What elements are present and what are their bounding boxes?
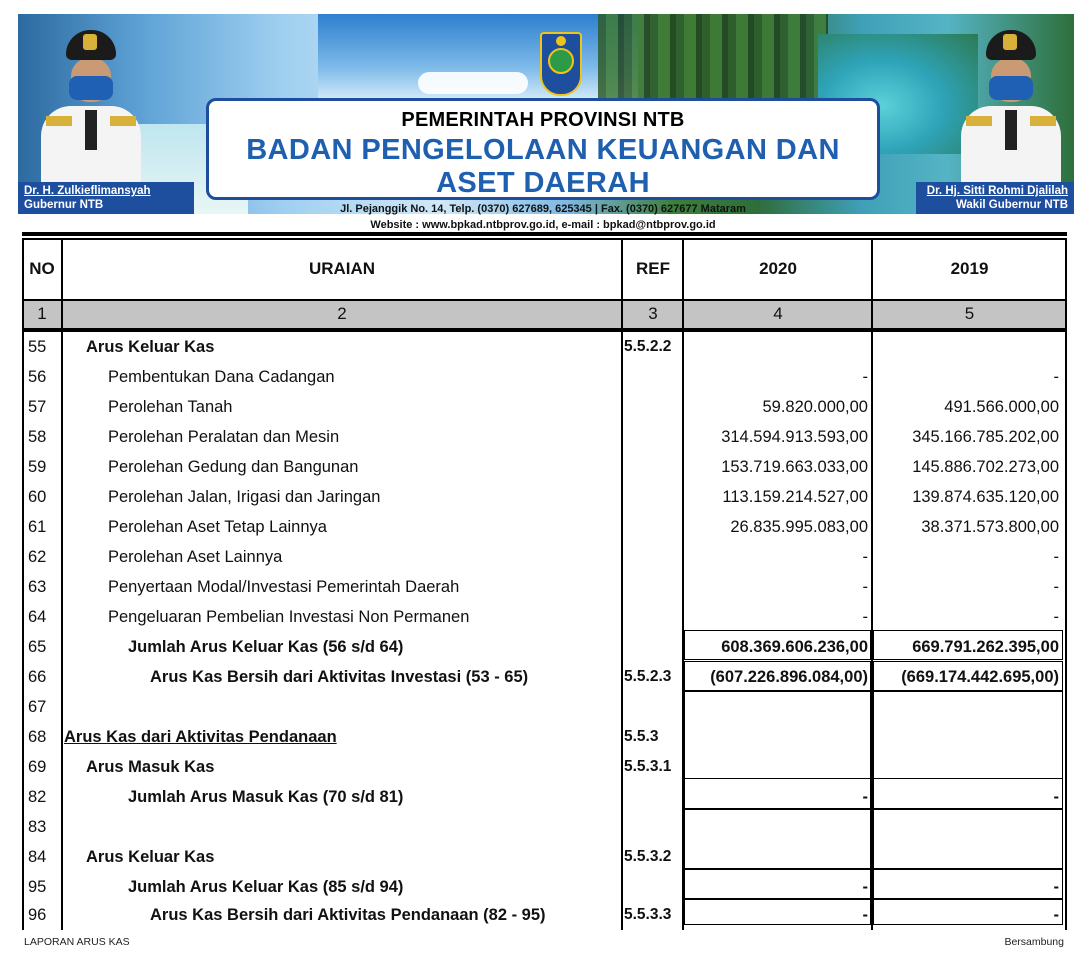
governor-title: Gubernur NTB: [24, 199, 104, 211]
row-number: 57: [28, 398, 47, 416]
row-number: 64: [28, 608, 47, 626]
value-2019: 669.791.262.395,00: [912, 638, 1059, 656]
table-row: [22, 692, 1067, 722]
row-description: Perolehan Tanah: [108, 398, 233, 416]
table-row: [22, 482, 1067, 512]
row-description: Jumlah Arus Keluar Kas (56 s/d 64): [128, 638, 404, 656]
row-ref: 5.5.3: [624, 728, 659, 745]
value-2019: 345.166.785.202,00: [912, 428, 1059, 446]
governor-photo: [36, 24, 136, 194]
value-2019: -: [1053, 878, 1059, 896]
agency-address: Jl. Pejanggik No. 14, Telp. (0370) 627689, 625345 | Fax. (0370) 627677 Mataram: [340, 203, 746, 215]
value-2019: -: [1053, 608, 1059, 626]
table-row: [22, 572, 1067, 602]
value-2020: (607.226.896.084,00): [710, 668, 868, 686]
row-number: 63: [28, 578, 47, 596]
agency-title-plate: [206, 98, 880, 231]
colnum-no: 1: [37, 304, 47, 323]
table-row: [22, 872, 1067, 902]
table-row: [22, 362, 1067, 392]
row-description: Perolehan Aset Tetap Lainnya: [108, 518, 327, 536]
value-2020: -: [862, 368, 868, 386]
colnum-uraian: 2: [337, 304, 347, 323]
header-year-2019: 2019: [950, 259, 989, 278]
vice-governor-title: Wakil Gubernur NTB: [955, 199, 1068, 211]
cloud-image: [418, 72, 528, 94]
row-description: Jumlah Arus Masuk Kas (70 s/d 81): [128, 788, 404, 806]
value-2019: 38.371.573.800,00: [921, 518, 1059, 536]
rule: [22, 238, 1067, 240]
row-number: 82: [28, 788, 47, 806]
header-no: NO: [29, 259, 55, 278]
table-row: [22, 900, 1067, 930]
table-row: [22, 722, 1067, 752]
row-number: 95: [28, 878, 47, 896]
row-number: 65: [28, 638, 47, 656]
continued-footer: Bersambung: [1004, 936, 1064, 948]
row-number: 62: [28, 548, 47, 566]
rule: [22, 299, 1067, 301]
government-line: PEMERINTAH PROVINSI NTB: [401, 109, 685, 131]
value-2020: -: [862, 788, 868, 806]
row-number: 66: [28, 668, 47, 686]
value-2019: -: [1053, 368, 1059, 386]
colnum-ref: 3: [648, 304, 658, 323]
row-number: 83: [28, 818, 47, 836]
table-row: [22, 752, 1067, 782]
value-2019: -: [1053, 788, 1059, 806]
row-description: Perolehan Aset Lainnya: [108, 548, 283, 566]
row-description: Pembentukan Dana Cadangan: [108, 368, 335, 386]
value-2020: -: [862, 578, 868, 596]
row-description: Arus Kas Bersih dari Aktivitas Investasi (53 - 65): [150, 668, 529, 686]
row-number: 69: [28, 758, 47, 776]
province-emblem-icon: [540, 32, 582, 96]
table-header-row: [22, 238, 1067, 300]
value-2019: 491.566.000,00: [944, 398, 1059, 416]
value-2019: (669.174.442.695,00): [901, 668, 1059, 686]
value-2019: 145.886.702.273,00: [912, 458, 1059, 476]
table-row: [22, 812, 1067, 842]
value-2020: 153.719.663.033,00: [721, 458, 868, 476]
value-2020: -: [862, 608, 868, 626]
value-2020: 26.835.995.083,00: [730, 518, 868, 536]
row-ref: 5.5.3.3: [624, 906, 672, 923]
row-ref: 5.5.2.2: [624, 338, 672, 355]
column-number-row: [22, 300, 1067, 328]
header-ref: REF: [636, 259, 670, 278]
row-description: Jumlah Arus Keluar Kas (85 s/d 94): [128, 878, 404, 896]
colnum-2019: 5: [964, 304, 975, 323]
table-row: [22, 452, 1067, 482]
value-2020: 314.594.913.593,00: [721, 428, 868, 446]
vice-governor-photo: [956, 24, 1056, 194]
value-2020: 59.820.000,00: [762, 398, 868, 416]
row-number: 84: [28, 848, 47, 866]
agency-name: BADAN PENGELOLAAN KEUANGAN DAN ASET DAERAH: [246, 134, 840, 199]
row-number: 58: [28, 428, 47, 446]
table-row: [22, 602, 1067, 632]
value-2020: 113.159.214.527,00: [722, 488, 868, 506]
row-ref: 5.5.3.1: [624, 758, 672, 775]
value-2019: 139.874.635.120,00: [912, 488, 1059, 506]
row-ref: 5.5.3.2: [624, 848, 672, 865]
table-row: [22, 842, 1067, 872]
value-2019: -: [1053, 548, 1059, 566]
table-row: [22, 662, 1067, 692]
value-2020: -: [862, 548, 868, 566]
table-row: [22, 512, 1067, 542]
row-number: 68: [28, 728, 47, 746]
value-2019: -: [1053, 578, 1059, 596]
report-name-footer: LAPORAN ARUS KAS: [24, 936, 130, 948]
vice-governor-caption: [916, 182, 1074, 214]
colnum-2020: 4: [773, 304, 783, 323]
vice-governor-name: Dr. Hj. Sitti Rohmi Djalilah: [926, 185, 1068, 197]
row-number: 56: [28, 368, 47, 386]
table-row: [22, 632, 1067, 662]
value-2020: -: [862, 878, 868, 896]
governor-name: Dr. H. Zulkieflimansyah: [24, 185, 151, 197]
row-number: 67: [28, 698, 47, 716]
row-description: Perolehan Gedung dan Bangunan: [108, 458, 359, 476]
table-row: [22, 422, 1067, 452]
cash-flow-table: [22, 232, 1067, 932]
section-heading: Arus Kas dari Aktivitas Pendanaan: [64, 728, 337, 746]
row-number: 59: [28, 458, 47, 476]
table-row: [22, 392, 1067, 422]
agency-website: Website : www.bpkad.ntbprov.go.id, e-mail : bpkad@ntbprov.go.id: [370, 219, 716, 231]
header-uraian: URAIAN: [308, 259, 376, 278]
row-description: Perolehan Jalan, Irigasi dan Jaringan: [108, 488, 381, 506]
row-description: Arus Keluar Kas: [86, 848, 215, 866]
row-description: Arus Kas Bersih dari Aktivitas Pendanaan (82 - 95): [150, 906, 546, 924]
row-description: Penyertaan Modal/Investasi Pemerintah Daerah: [108, 578, 460, 596]
row-description: Pengeluaran Pembelian Investasi Non Permanen: [108, 608, 470, 626]
table-top-rule: [22, 232, 1067, 236]
row-number: 96: [28, 906, 47, 924]
value-2020: -: [862, 906, 868, 924]
row-number: 55: [28, 338, 47, 356]
header-year-2020: 2020: [759, 259, 797, 278]
row-ref: 5.5.2.3: [624, 668, 672, 685]
value-2020: 608.369.606.236,00: [721, 638, 868, 656]
governor-caption: [18, 182, 194, 214]
row-number: 60: [28, 488, 47, 506]
value-2019: -: [1053, 906, 1059, 924]
row-number: 61: [28, 518, 47, 536]
table-row: [22, 782, 1067, 812]
table-row: [22, 542, 1067, 572]
row-description: Arus Keluar Kas: [86, 338, 215, 356]
row-description: Perolehan Peralatan dan Mesin: [108, 428, 340, 446]
row-description: Arus Masuk Kas: [86, 758, 215, 776]
table-row: [22, 332, 1067, 362]
